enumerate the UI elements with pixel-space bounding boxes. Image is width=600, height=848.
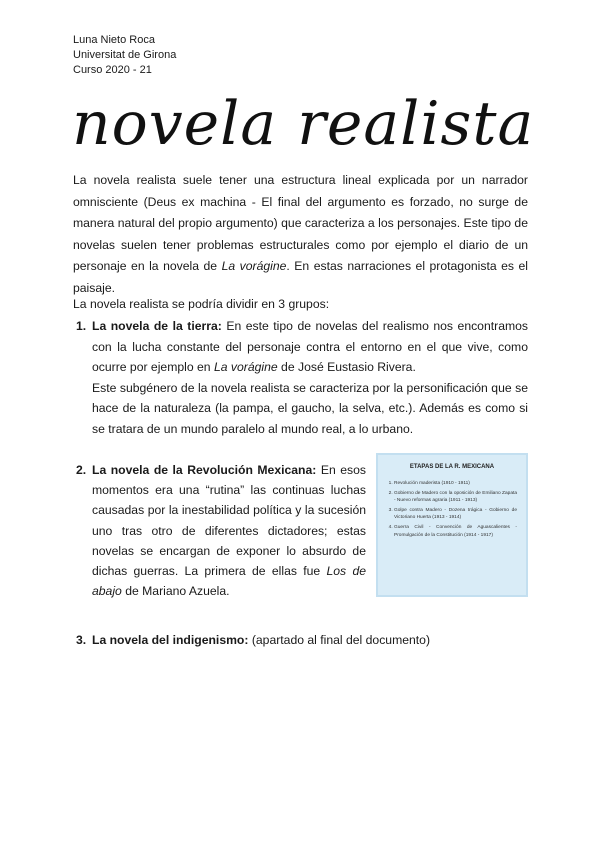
figure-list-item: 3. Golpe contra Madero - Dozena trágica - Gobierno de Victoriano Huerta (1913 - 1914): [394, 507, 517, 522]
stages-figure: [378, 455, 526, 595]
item-text: de Mariano Azuela.: [121, 584, 230, 599]
item-text-extra: Este subgénero de la novela realista se caracteriza por la personificación que se hace de la naturaleza (la pampa, el gaucho, la selva, etc.). Además es como si se tratara de un mundo paralelo al mundo real, a lo urbano.: [92, 380, 528, 436]
university-name: Universitat de Girona: [73, 49, 177, 61]
author-name: Luna Nieto Roca: [73, 34, 155, 46]
figure-list-item: 4. Guerra Civil - Convención de Aguascalientes - Promulgación de la Constitución (1914 - 1917): [394, 524, 517, 539]
intro-text-b: . En estas narraciones el protagonista es el paisaje.: [73, 259, 528, 295]
item-heading: La novela del indigenismo:: [92, 633, 249, 647]
document-header: [73, 33, 176, 78]
item-heading: La novela de la Revolución Mexicana:: [92, 463, 317, 477]
item-heading: La novela de la tierra:: [92, 319, 222, 333]
figure-list: [378, 480, 526, 539]
page-title: novela realista: [72, 89, 535, 159]
intro-text-a: La novela realista suele tener una estructura lineal explicada por un narrador omnisciente (Deus ex machina - El final del argumento es forzado, no surge de manera natural del propio argumento) que caracteriza a los personajes. Este tipo de novelas suelen tener problemas estructurales como por ejemplo el diario de un personaje en la novela de: [73, 173, 528, 273]
groups-label: La novela realista se podría dividir en 3 grupos:: [73, 297, 330, 311]
intro-paragraph: [73, 170, 528, 299]
figure-list-item: 2. Gobierno de Madero con la oposición de Emiliano Zapata - Nuevo reformas agraria (1911 - 1913): [394, 490, 517, 505]
course-year: Curso 2020 - 21: [73, 64, 152, 76]
list-number: 2.: [76, 463, 87, 477]
figure-title: ETAPAS DE LA R. MEXICANA: [409, 464, 495, 470]
list-item-revolucion: [76, 460, 366, 601]
item-text: (apartado al final del documento): [248, 633, 431, 647]
list-item-indigenismo: [76, 630, 536, 651]
list-item-tierra: [76, 316, 528, 439]
item-emphasis: La vorágine: [213, 360, 278, 374]
item-text: En este tipo de novelas del realismo nos encontramos con la lucha constante del personaje contra el entorno en el que vive, como ocurre por ejemplo en: [92, 319, 528, 374]
figure-list-item: 1. Revolución maderista (1910 - 1911): [394, 480, 517, 488]
list-number: 3.: [76, 633, 87, 647]
intro-emphasis: La vorágine: [221, 259, 287, 273]
item-text: En esos momentos era una “rutina” las continuas luchas causadas por la inestabilidad política y la sucesión uno tras otro de diferentes dictadores; estas novelas se encargan de exponer lo absurdo de dichas guerras. La primera de ellas fue: [92, 463, 366, 579]
item-emphasis: Los de abajo: [92, 564, 367, 599]
item-text: de José Eustasio Rivera.: [277, 360, 416, 374]
list-number: 1.: [76, 319, 87, 333]
